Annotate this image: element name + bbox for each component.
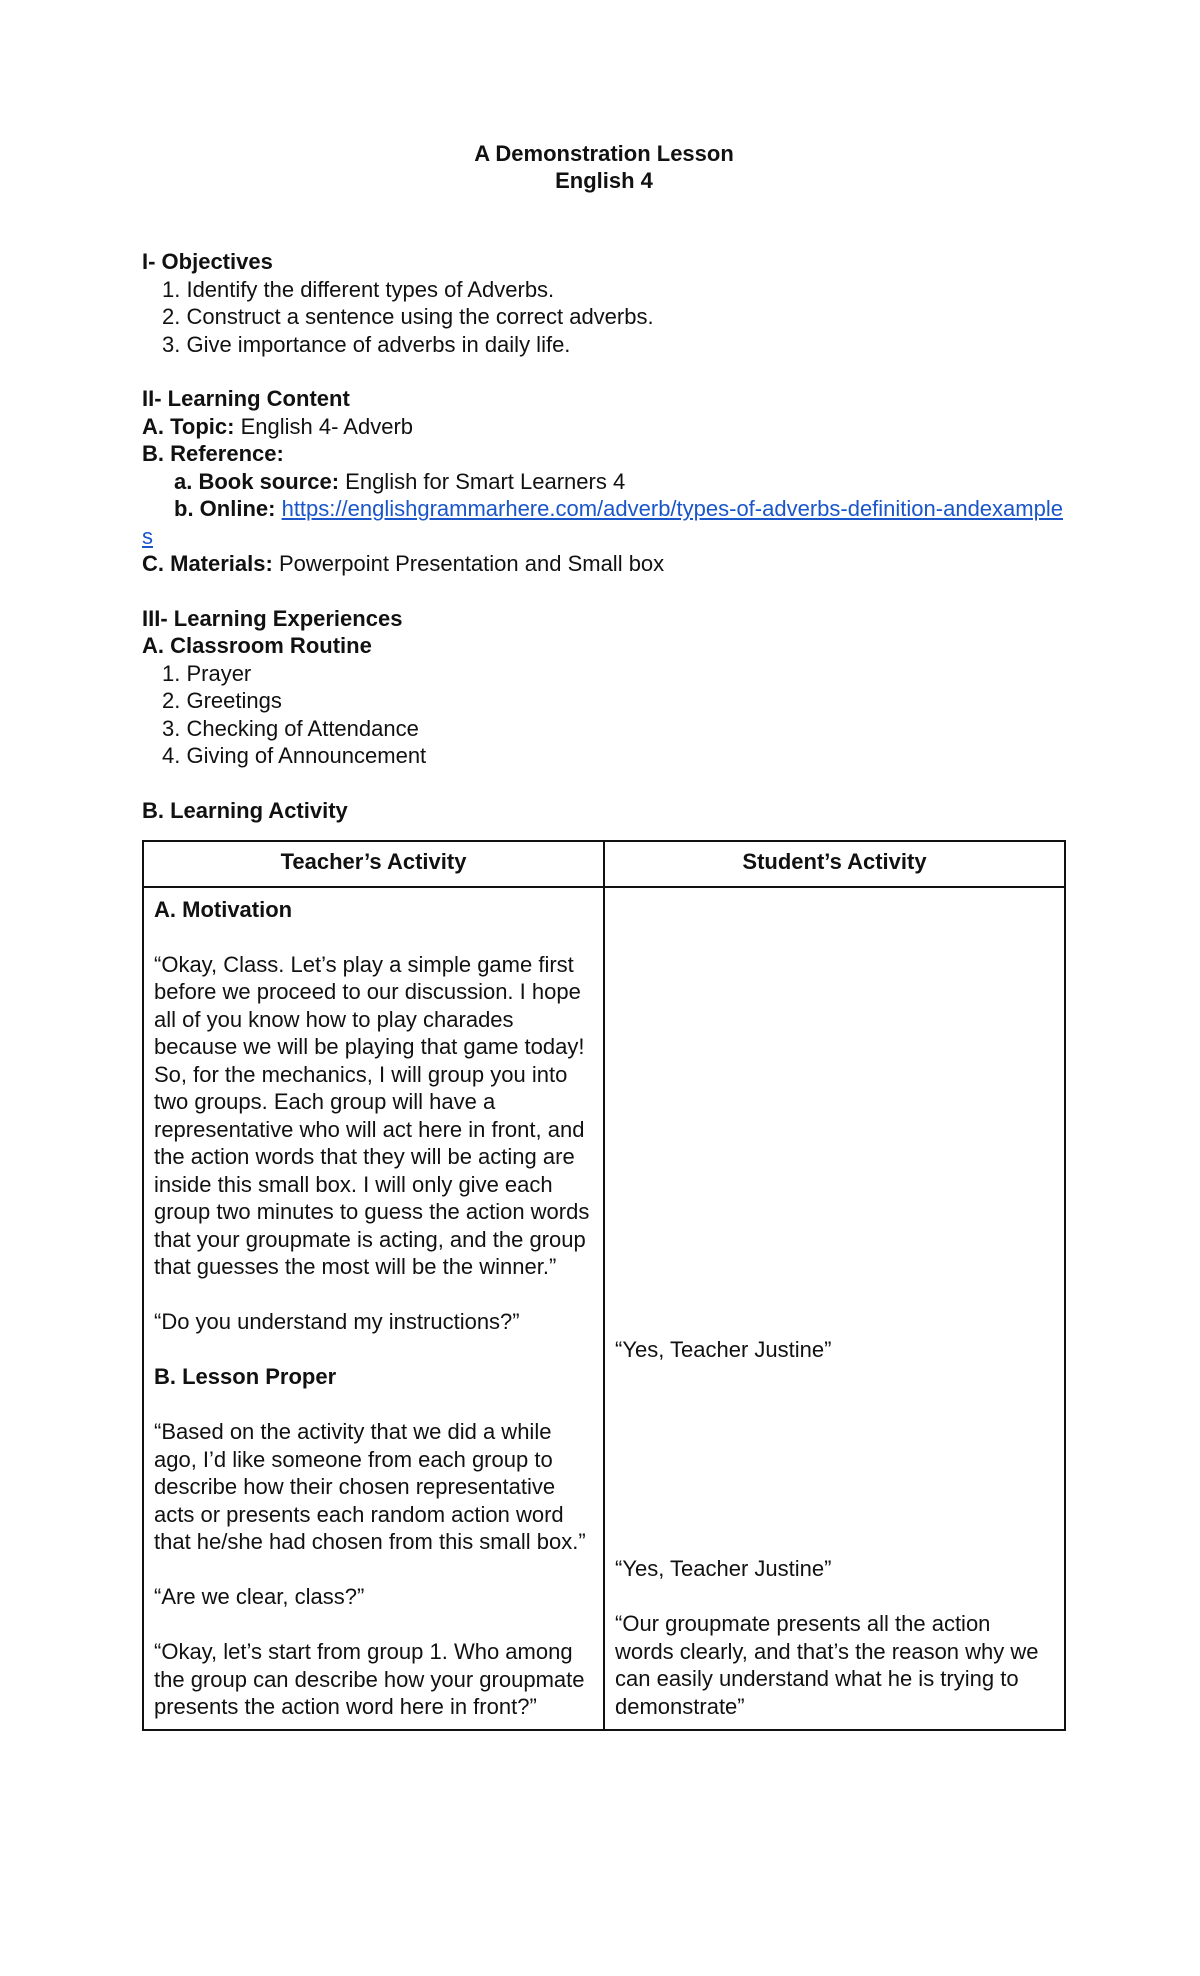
- learning-activity-table: [142, 840, 1066, 1731]
- objectives-section: [142, 248, 1066, 358]
- routine-item: 3. Checking of Attendance: [162, 715, 419, 741]
- objectives-heading: I- Objectives: [142, 249, 273, 274]
- objective-item: 3. Give importance of adverbs in daily life.: [162, 331, 571, 357]
- teacher-activity-header: Teacher’s Activity: [143, 841, 604, 887]
- topic-line: [142, 413, 1066, 441]
- student-answer-3: “Our groupmate presents all the action words clearly, and that’s the reason why we can easily understand what he is trying to demonstrate”: [615, 1611, 1039, 1719]
- topic-value: English 4- Adverb: [234, 413, 414, 439]
- table-header-row: [143, 841, 1065, 887]
- document-title: A Demonstration Lesson: [474, 141, 734, 166]
- learning-experiences-section: [142, 605, 1066, 825]
- student-answer-2: “Yes, Teacher Justine”: [615, 1556, 832, 1581]
- document-page: [142, 140, 1066, 1731]
- teacher-question-1: “Do you understand my instructions?”: [154, 1309, 520, 1334]
- document-title-block: [142, 140, 1066, 194]
- book-source-line: [174, 468, 1066, 496]
- reference-label: B. Reference:: [142, 441, 284, 466]
- classroom-routine-heading: A. Classroom Routine: [142, 633, 372, 658]
- motivation-heading: A. Motivation: [154, 896, 293, 922]
- online-reference-link[interactable]: https://englishgrammarhere.com/adverb/types-of-adverbs-definition-andexamples: [142, 496, 1063, 549]
- teacher-activity-cell: [143, 887, 604, 1730]
- document-subtitle: English 4: [555, 168, 653, 193]
- learning-content-section: [142, 385, 1066, 578]
- learning-experiences-heading: III- Learning Experiences: [142, 605, 403, 631]
- online-line: [142, 495, 1066, 550]
- topic-label: A. Topic:: [142, 413, 235, 439]
- objective-item: 1. Identify the different types of Adverbs.: [162, 276, 555, 302]
- book-source-label: a. Book source:: [174, 468, 340, 494]
- learning-activity-heading: B. Learning Activity: [142, 797, 348, 823]
- objective-item: 2. Construct a sentence using the correct adverbs.: [162, 304, 654, 329]
- learning-content-heading: II- Learning Content: [142, 386, 350, 411]
- materials-value: Powerpoint Presentation and Small box: [272, 551, 665, 576]
- table-body-row: [143, 887, 1065, 1730]
- materials-label: C. Materials:: [142, 551, 273, 576]
- routine-item: 1. Prayer: [162, 660, 252, 686]
- student-answer-1: “Yes, Teacher Justine”: [615, 1336, 832, 1362]
- materials-line: [142, 550, 1066, 578]
- student-activity-header: Student’s Activity: [604, 841, 1065, 887]
- motivation-text: “Okay, Class. Let’s play a simple game first before we proceed to our discussion. I hope all of you know how to play charades because we will be playing that game today! So, for the mechanics, I will group you into two groups. Each group will have a representative who will act here in front, and the action words that they will be acting are inside this small box. I will only give each group two minutes to guess the action words that your groupmate is acting, and the group that guesses the most will be the winner.”: [154, 951, 590, 1279]
- routine-item: 4. Giving of Announcement: [162, 743, 427, 768]
- routine-item: 2. Greetings: [162, 688, 282, 713]
- student-activity-cell: [604, 887, 1065, 1730]
- lesson-proper-text: “Based on the activity that we did a while ago, I’d like someone from each group to describe how their chosen representative acts or presents each random action word that he/she had chosen from this small box.”: [154, 1419, 586, 1554]
- book-source-value: English for Smart Learners 4: [339, 468, 626, 494]
- lesson-proper-heading: B. Lesson Proper: [154, 1364, 337, 1389]
- teacher-question-2: “Are we clear, class?”: [154, 1584, 365, 1609]
- teacher-question-3: “Okay, let’s start from group 1. Who among the group can describe how your groupmate presents the action word here in front?”: [154, 1639, 585, 1719]
- online-label: b. Online:: [174, 496, 276, 521]
